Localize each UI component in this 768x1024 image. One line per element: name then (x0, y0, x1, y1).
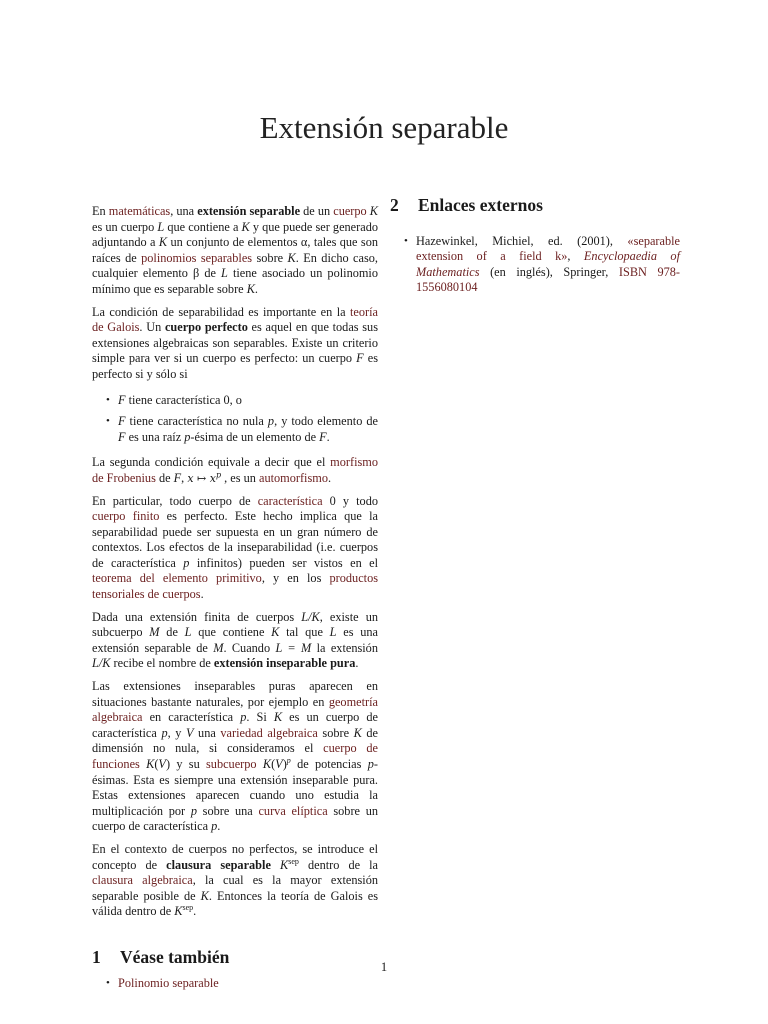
intro-paragraph: En matemáticas, una extensión separable de un cuerpo K es un cuerpo L que contiene a K y que puede ser generado adjuntando a K un conjunto de elementos α, tales que son raíces de polinomios separables sobre K. En dicho caso, cualquier elemento β de L tiene asociado un polinomio mínimo que es separable sobre K. (92, 204, 378, 296)
link-automorfismo[interactable]: automorfismo (258, 470, 328, 485)
paragraph-particular: En particular, todo cuerpo de característica 0 y todo cuerpo finito es perfecto. Este hecho implica que la separabilidad puede ser supuesta en un gran número de contextos. Los efectos de la inseparabilidad (i.e. cuerpos de característica p infinitos) pueden ser vistos en el teorema del elemento primitivo, y en los productos tensoriales de cuerpos. (92, 493, 379, 602)
external-links-list (390, 234, 680, 296)
section-heading-enlaces-externos: 2 Enlaces externos (390, 195, 543, 215)
frobenius-formula: x ↦ $x^p$ (187, 470, 222, 485)
link-teorema-elemento-primitivo[interactable]: teorema del elemento primitivo (92, 571, 262, 586)
link-subcuerpo[interactable]: subcuerpo (206, 757, 257, 771)
list-item: • F tiene característica no nula p, y todo elemento de F es una raíz p-ésima de un elemento de F. (106, 414, 378, 444)
page-number: 1 (380, 960, 388, 974)
paragraph-inseparable-pura: Dada una extensión finita de cuerpos L/K, existe un subcuerpo M de L que contiene K tal que L es una extensión separable de M. Cuando L = M la extensión L/K recibe el nombre de extensión inseparable pura. (92, 609, 378, 671)
link-encyclopaedia-mathematics[interactable]: Encyclopaedia of Mathematics (416, 249, 680, 279)
paragraph-clausura: En el contexto de cuerpos no perfectos, se introduce el concepto de clausura separable $K^{sep}$ dentro de la clausura algebraica, la cual es la mayor extensión separable posible de K. Entonces la teoría de Galois es válida dentro de $K^{sep}$. (92, 841, 379, 919)
link-clausura-algebraica[interactable]: clausura algebraica (92, 873, 193, 888)
link-cuerpo-finito[interactable]: cuerpo finito (92, 509, 160, 524)
link-cuerpo-funciones[interactable]: cuerpo de funciones (92, 741, 378, 771)
link-caracteristica[interactable]: característica (257, 493, 323, 508)
link-curva-eliptica[interactable]: curva elíptica (258, 803, 328, 818)
right-column (390, 195, 680, 306)
bullet-icon: • (106, 976, 110, 989)
paragraph-galois: La condición de separabilidad es importante en la teoría de Galois. Un cuerpo perfecto es aquel en que todas sus extensiones algebraicas son separables. Existe un criterio simple para ver si un cuerpo es perfecto: un cuerpo F es perfecto si y sólo si (92, 304, 378, 381)
bullet-icon: • (106, 415, 110, 428)
link-encyclopedia-entry[interactable]: «separable extension of a field k» (416, 233, 680, 264)
section-heading-vease-tambien: 1 Véase también (92, 946, 230, 967)
paragraph-frobenius: La segunda condición equivale a decir que el morfismo de Frobenius de F, x ↦ $x^p$ , es un automorfismo. (92, 455, 378, 485)
link-teoria-galois[interactable]: teoría de Galois (92, 304, 378, 335)
link-morfismo-frobenius[interactable]: morfismo de Frobenius (92, 455, 378, 485)
see-also-list (92, 976, 378, 992)
link-geometria-algebraica[interactable]: geometría algebraica (92, 694, 378, 725)
bullet-icon: • (404, 234, 408, 247)
page-title: Extensión separable (259, 110, 509, 145)
link-polinomio-separable[interactable]: Polinomio separable (118, 975, 219, 990)
list-item: • Hazewinkel, Michiel, ed. (2001), «separable extension of a field k», Encyclopaedia of Mathematics (en inglés), Springer, ISBN 978-1556080104 (404, 233, 680, 295)
link-isbn[interactable]: ISBN 978-1556080104 (416, 264, 680, 295)
paragraph-geometria: Las extensiones inseparables puras aparecen en situaciones bastante naturales, por ejemplo en geometría algebraica en característica p. Si K es un cuerpo de característica p, y V una variedad algebraica sobre K de dimensión no nula, si consideramos el cuerpo de funciones K(V) y su subcuerpo $K(V)^p$ de potencias p-ésimas. Esta es siempre una extensión inseparable pura. Estas extensiones aparecen cuando uno estudia la multiplicación por p sobre una curva elíptica sobre un cuerpo de característica p. (92, 679, 379, 834)
link-cuerpo[interactable]: cuerpo (333, 204, 367, 218)
bullet-icon: • (106, 393, 110, 406)
left-column (92, 204, 378, 1001)
link-variedad-algebraica[interactable]: variedad algebraica (220, 725, 318, 740)
list-item: • F tiene característica 0, o (106, 392, 242, 407)
list-item (106, 975, 378, 992)
link-matematicas[interactable]: matemáticas (108, 204, 171, 218)
perfect-field-conditions (92, 393, 378, 446)
link-productos-tensoriales[interactable]: productos tensoriales de cuerpos (92, 571, 378, 602)
link-polinomios-separables[interactable]: polinomios separables (141, 250, 253, 265)
